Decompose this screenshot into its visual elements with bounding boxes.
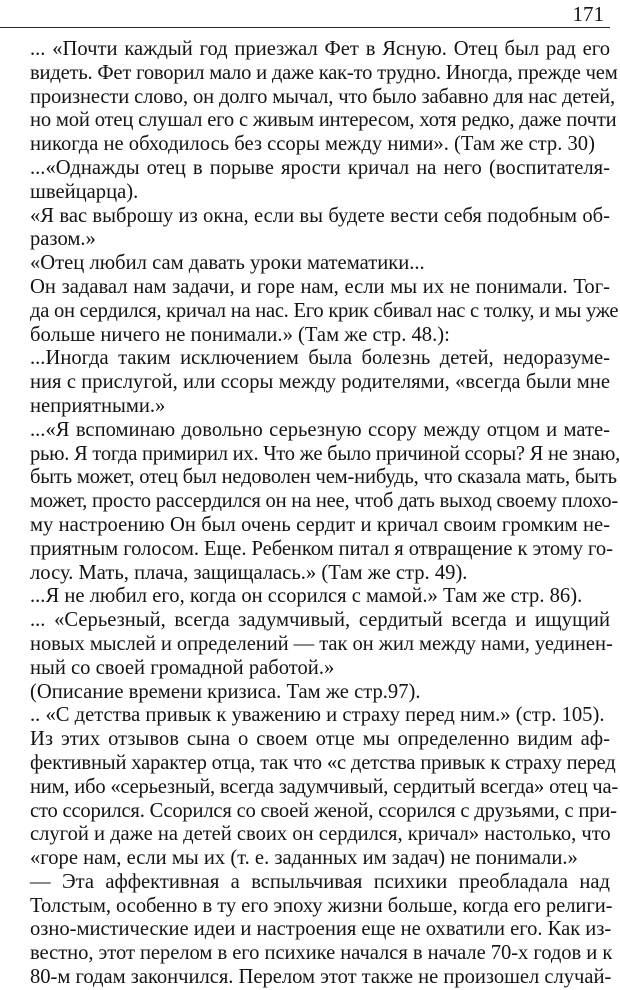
paragraph [30,704,610,728]
text-line: 80-м годам закончился. Перелом этот также не произошел случай- [30,966,612,989]
text-line: произнести слово, он долго мычал, что было забавно для нас детей, [30,85,616,108]
text-line: Из этих отзывов сына о своем отце мы определенно видим аф- [30,728,610,751]
text-line: ... «Серьезный, всегда задумчивый, сердитый всегда и ищущий [30,609,610,632]
text-line: «горе нам, если мы их (т. е. заданных им задач) не понимали.» [30,847,578,870]
header-rule [0,27,610,28]
text-line: никогда не обходилось без ссоры между ними». (Там же стр. 30) [30,133,595,156]
text-line: — Эта аффективная а вспыльчивая психики преобладала над [30,870,610,893]
text-line: «Отец любил сам давать уроки математики... [30,252,425,275]
text-line: разом.» [30,228,96,251]
text-line: фективный характер отца, так что «с детства привык к страху перед [30,751,616,774]
text-line: «Я вас выброшу из окна, если вы будете вести себя подобным об- [30,204,610,227]
text-line: .. «С детства привык к уважению и страху перед ним.» (стр. 105). [30,704,605,727]
paragraph [30,418,620,586]
text-line: Толстым, особенно в ту его эпоху жизни больше, когда его религи- [30,894,613,917]
text-line: может, просто рассердился он на нее, чтоб дать выход своему плохо- [30,490,618,513]
text-line: новых мыслей и определений — так он жил между нами, уединен- [30,632,613,655]
paragraph [30,38,618,157]
text-line: Он задавал нам задачи, и горе нам, если мы их не понимали. Тог- [30,275,610,298]
text-body [30,38,620,990]
text-line: приятным голосом. Еще. Ребенком питал я отвращение к этому го- [30,537,613,560]
text-line: ...Иногда таким исключением была болезнь детей, недоразуме- [30,347,610,370]
paragraph [30,681,610,705]
text-line: больше ничего не понимали.» (Там же стр. 48.): [30,323,450,346]
paragraph [30,252,610,276]
text-line: сто ссорился. Ссорился со своей женой, ссорился с друзьями, с при- [30,799,617,822]
text-line: видеть. Фет говорил мало и даже как-то трудно. Иногда, прежде чем [30,61,618,84]
text-line: вестно, этот перелом в его психике начался в начале 70-х годов и к [30,942,613,965]
paragraph [30,205,610,253]
text-line: неприятными.» [30,394,166,417]
text-line: ...«Однажды отец в порыве ярости кричал на него (воспитателя- [30,156,610,179]
text-line: ...Я не любил его, когда он ссорился с мамой.» Там же стр. 86). [30,585,583,608]
text-line: ный со своей громадной работой.» [30,656,335,679]
text-line: но мой отец слушал его с живым интересом, хотя редко, даже почти [30,109,617,132]
text-line: (Описание времени кризиса. Там же стр.97). [30,680,421,703]
paragraph [30,275,619,347]
text-line: му настроению Он был очень сердит и кричал своим громким не- [30,513,610,536]
text-line: лосу. Мать, плача, защищалась.» (Там же стр. 49). [30,561,468,584]
paragraph [30,585,610,609]
page-number: 171 [572,2,604,26]
text-line: рью. Я тогда примирил их. Что же было причиной ссоры? Я не знаю, [30,442,620,465]
text-line: озно-мистические идеи и настроения еще не охватили его. Как из- [30,918,612,941]
text-line: ним, ибо «серьезный, всегда задумчивый, сердитый всегда» отец ча- [30,775,618,798]
text-line: ...«Я вспоминаю довольно серьезную ссору между отцом и мате- [30,418,610,441]
paragraph [30,157,610,205]
text-line: ния с прислугой, или ссоры между родителями, «всегда были мне [30,371,610,394]
paragraph [30,347,610,418]
paragraph [30,870,613,990]
text-line: ... «Почти каждый год приезжал Фет в Ясную. Отец был рад его [30,38,610,60]
text-line: швейцарца). [30,180,139,203]
paragraph [30,728,618,871]
text-line: быть может, отец был недоволен чем-нибудь, что сказала мать, быть [30,466,617,489]
paragraph [30,609,613,680]
text-line: слугой и даже на детей своих он сердился, кричал» настолько, что [30,823,611,846]
text-line: да он сердился, кричал на нас. Его крик сбивал нас с толку, и мы уже [30,299,619,322]
